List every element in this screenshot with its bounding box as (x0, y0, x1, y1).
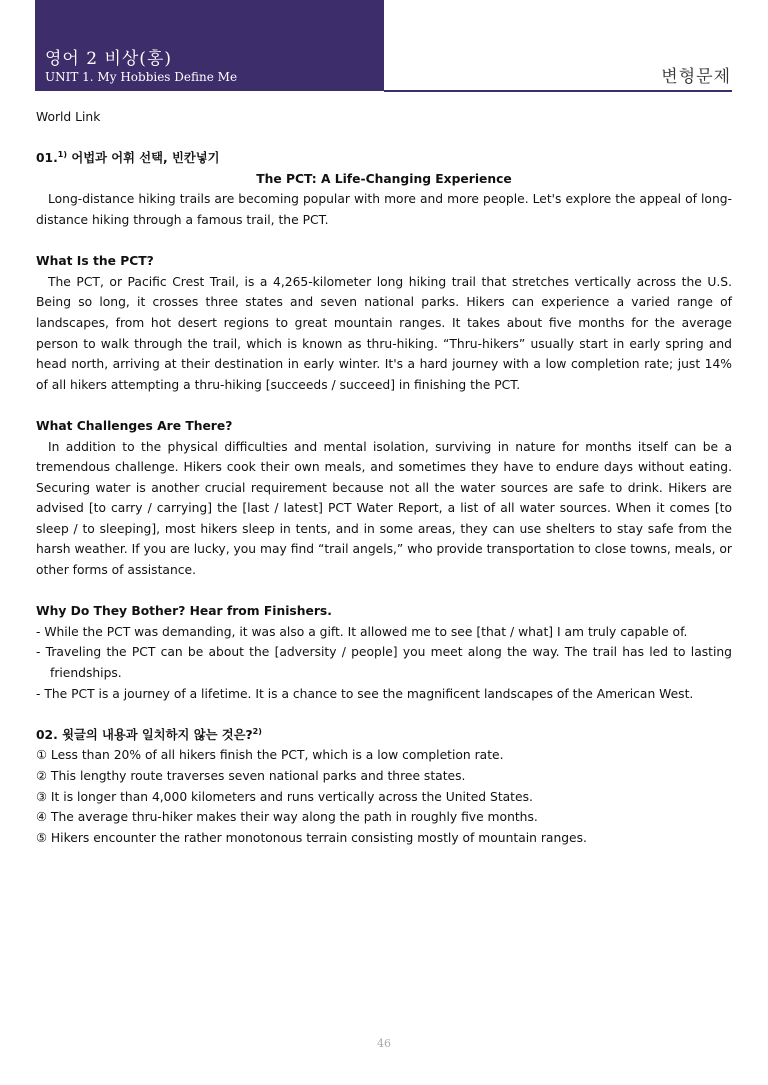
passage-intro: Long-distance hiking trails are becoming popular with more and more people. Let's explore the appeal of long-distance hiking through a famous trail, the PCT. (36, 192, 732, 227)
section-label: World Link (36, 110, 101, 124)
question-number: 01. (36, 151, 58, 166)
question-number: 02. (36, 727, 58, 742)
section-heading: What Is the PCT? (36, 254, 154, 269)
section-body: In addition to the physical difficulties and mental isolation, surviving in nature for months itself can be a tremendous challenge. Hikers cook their own meals, and sometimes they have to endure days without eating. Securing water is another crucial requirement because not all the water sources are safe to drink. Hikers are advised [to carry / carrying] the [last / latest] PCT Water Report, a list of all water sources. When it comes [to sleep / to sleeping], most hikers sleep in tents, and in some areas, they can use shelters to stay safe from the harsh weather. If you are lucky, you may find “trail angels,” who provide transportation to close towns, meals, or other forms of assistance. (36, 439, 732, 578)
question-2-heading (36, 725, 732, 746)
page-number: 46 (377, 1037, 391, 1050)
question-instruction: 윗글의 내용과 일치하지 않는 것은? (62, 727, 253, 742)
textbook-title: 영어 2 비상(홍) (45, 49, 172, 69)
passage-title: The PCT: A Life-Changing Experience (256, 171, 512, 186)
worksheet-body (36, 107, 732, 848)
finisher-quote: - The PCT is a journey of a lifetime. It is a chance to see the magnificent landscapes of the American West. (36, 686, 694, 701)
answer-option-4: ④ The average thru-hiker makes their way along the path in roughly five months. (36, 810, 538, 825)
answer-option-5: ⑤ Hikers encounter the rather monotonous terrain consisting mostly of mountain ranges. (36, 830, 587, 845)
finisher-quote: - While the PCT was demanding, it was also a gift. It allowed me to see [that / what] I am truly capable of. (36, 624, 688, 639)
footnote-marker: 2) (252, 726, 262, 736)
answer-option-1: ① Less than 20% of all hikers finish the PCT, which is a low completion rate. (36, 748, 504, 763)
finishers-heading: Why Do They Bother? Hear from Finishers. (36, 604, 332, 619)
footnote-marker: 1) (57, 150, 68, 160)
worksheet-type-label: 변형문제 (661, 67, 731, 87)
answer-option-2: ② This lengthy route traverses seven national parks and three states. (36, 769, 466, 783)
question-instruction: 어법과 어휘 선택, 빈칸넣기 (71, 151, 220, 166)
answer-option-3: ③ It is longer than 4,000 kilometers and runs vertically across the United States. (36, 789, 533, 804)
question-1-heading (36, 148, 732, 169)
section-heading: What Challenges Are There? (36, 418, 233, 433)
section-body: The PCT, or Pacific Crest Trail, is a 4,265-kilometer long hiking trail that stretches vertically across the U.S. Being so long, it crosses three states and seven national parks. Hikers can experience a varied range of landscapes, from hot desert regions to great mountain ranges. It takes about five months for the average person to walk through the trail, which is known as thru-hiking. “Thru-hikers” usually start in early spring and head north, arriving at their destination in early winter. It's a hard journey with a low completion rate; just 14% of all hikers attempting a thru-hiking [succeeds / succeed] in finishing the PCT. (36, 274, 732, 392)
finisher-quote: - Traveling the PCT can be about the [adversity / people] you meet along the way. The trail has led to lasting friendships. (36, 645, 732, 681)
header-divider (384, 90, 732, 92)
unit-title: UNIT 1. My Hobbies Define Me (45, 70, 238, 84)
